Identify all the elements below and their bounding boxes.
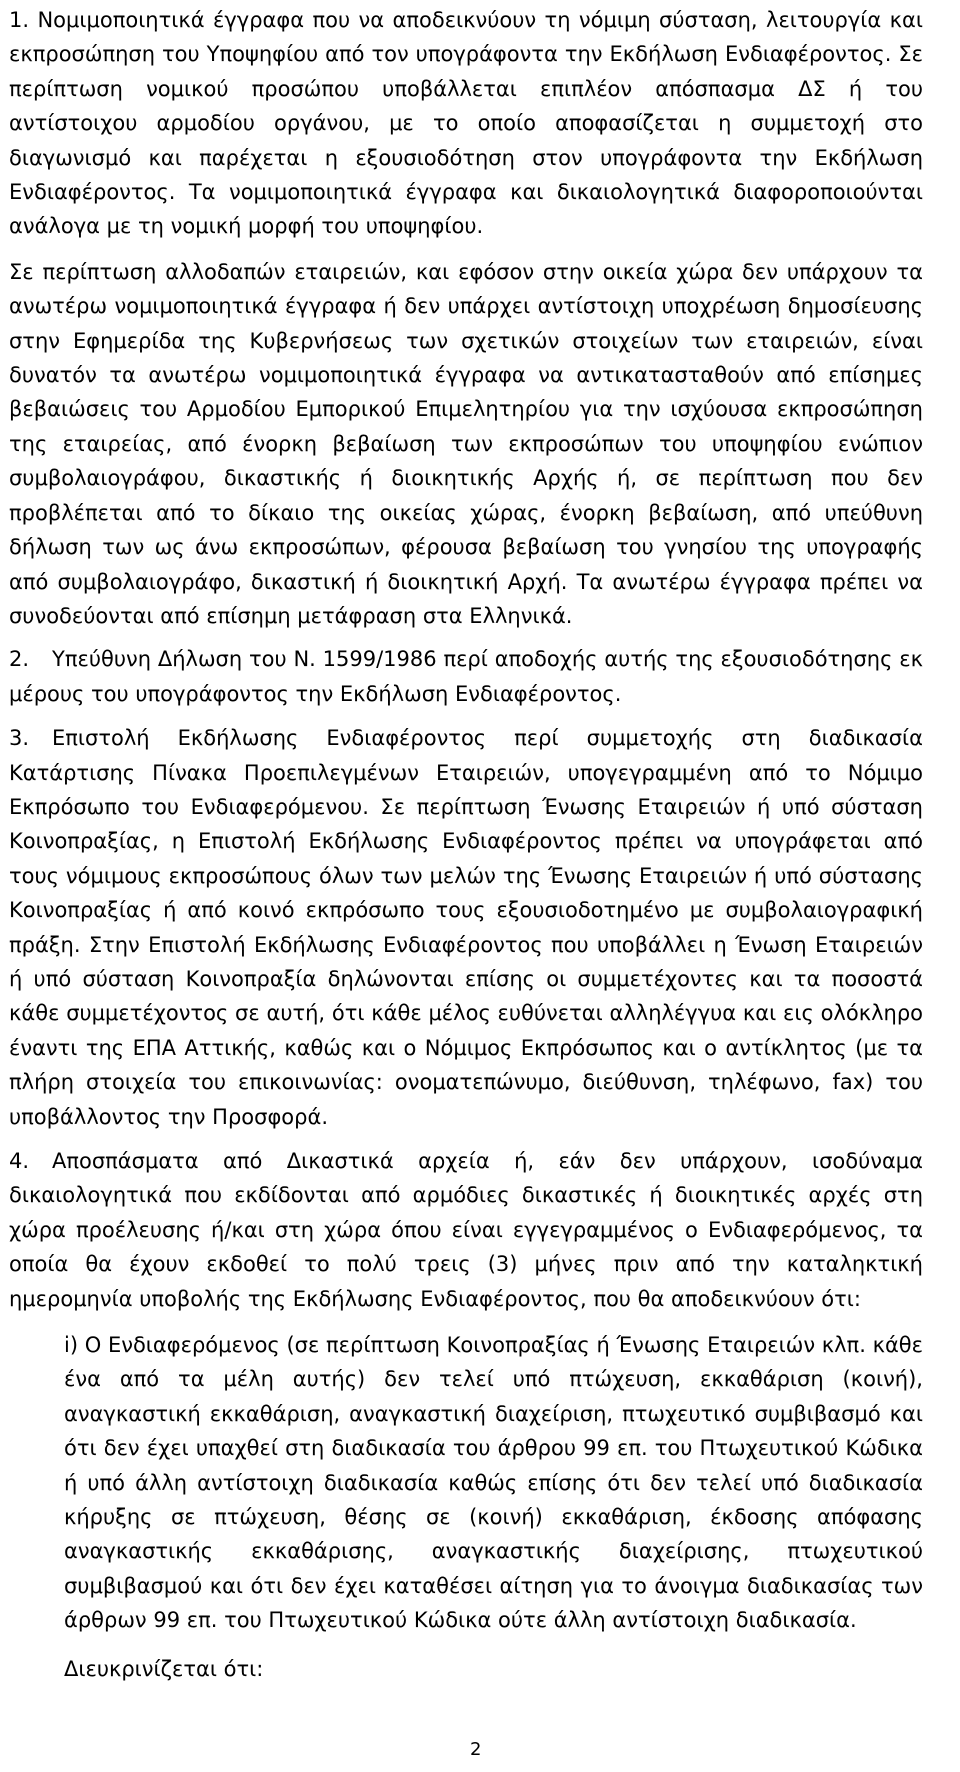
paragraph-4-item-i: i) Ο Ενδιαφερόμενος (σε περίπτωση Κοινοπραξίας ή Ένωσης Εταιρειών κλπ. κάθε ένα από τα μέλη αυτής) δεν τελεί υπό πτώχευση, εκκαθάριση (κοινή), αναγκαστική εκκαθάριση, αναγκαστική διαχείριση, πτωχευτικό συμβιβασμό και ότι δεν έχει υπαχθεί στη διαδικασία του άρθρου 99 επ. του Πτωχευτικού Κώδικα ή υπό άλλη αντίστοιχη διαδικασία καθώς επίσης ότι δεν τελεί υπό διαδικασία κήρυξης σε πτώχευση, θέσης σε (κοινή) εκκαθάριση, έκδοσης απόφασης αναγκαστικής εκκαθάρισης, αναγκαστικής διαχείρισης, πτωχευτικού συμβιβασμού και ότι δεν έχει καταθέσει αίτηση για το άνοιγμα διαδικασίας των άρθρων 99 επ. του Πτωχευτικού Κώδικα ούτε άλλη αντίστοιχη διαδικασία. — [64, 1333, 923, 1633]
paragraph-3-text: Επιστολή Εκδήλωσης Ενδιαφέροντος περί συμμετοχής στη διαδικασία Κατάρτισης Πίνακα Προεπιλεγμένων Εταιρειών, υπογεγραμμένη από το Νόμιμο Εκπρόσωπο του Ενδιαφερόμενου. Σε περίπτωση Ένωσης Εταιρειών ή υπό σύσταση Κοινοπραξίας, η Επιστολή Εκδήλωσης Ενδιαφέροντος πρέπει να υπογράφεται από τους νόμιμους εκπροσώπους όλων των μελών της Ένωσης Εταιρειών ή υπό σύστασης Κοινοπραξίας ή από κοινό εκπρόσωπο τους εξουσιοδοτημένο με συμβολαιογραφική πράξη. Στην Επιστολή Εκδήλωσης Ενδιαφέροντος που υποβάλλει η Ένωση Εταιρειών ή υπό σύσταση Κοινοπραξία δηλώνονται επίσης οι συμμετέχοντες και τα ποσοστά κάθε συμμετέχοντος σε αυτή, ότι κάθε μέλος ευθύνεται αλληλέγγυα και εις ολόκληρο έναντι της ΕΠΑ Αττικής, καθώς και ο Νόμιμος Εκπρόσωπος και ο αντίκλητος (με τα πλήρη στοιχεία του επικοινωνίας: ονοματεπώνυμο, διεύθυνση, τηλέφωνο, fax) του υποβάλλοντος την Προσφορά. — [9, 726, 923, 1129]
paragraph-2 — [9, 642, 923, 711]
paragraph-foreign-companies: Σε περίπτωση αλλοδαπών εταιρειών, και εφόσον στην οικεία χώρα δεν υπάρχουν τα ανωτέρω νομιμοποιητικά έγγραφα ή δεν υπάρχει αντίστοιχη υποχρέωση δημοσίευσης στην Εφημερίδα της Κυβερνήσεως των σχετικών στοιχείων των εταιρειών, είναι δυνατόν τα ανωτέρω νομιμοποιητικά έγγραφα να αντικατασταθούν από επίσημες βεβαιώσεις του Αρμοδίου Εμπορικού Επιμελητηρίου για την ισχύουσα εκπροσώπηση της εταιρείας, από ένορκη βεβαίωση των εκπροσώπων του υποψηφίου ενώπιον συμβολαιογράφου, δικαστικής ή διοικητικής Αρχής ή, σε περίπτωση που δεν προβλέπεται από το δίκαιο της οικείας χώρας, ένορκη βεβαίωση, από υπεύθυνη δήλωση των ως άνω εκπροσώπων, φέρουσα βεβαίωση του γνησίου της υπογραφής από συμβολαιογράφο, δικαστική ή διοικητική Αρχή. Τα ανωτέρω έγγραφα πρέπει να συνοδεύονται από επίσημη μετάφραση στα Ελληνικά. — [9, 259, 923, 628]
clarification-heading: Διευκρινίζεται ότι: — [64, 1656, 264, 1681]
paragraph-3-number: 3. — [9, 726, 30, 751]
paragraph-2-number: 2. — [9, 647, 30, 672]
paragraph-4-text: Αποσπάσματα από Δικαστικά αρχεία ή, εάν δεν υπάρχουν, ισοδύναμα δικαιολογητικά που εκδίδονται από αρμόδιες δικαστικές ή διοικητικές αρχές στη χώρα προέλευσης ή/και στη χώρα όπου είναι εγγεγραμμένος ο Ενδιαφερόμενος, τα οποία θα έχουν εκδοθεί το πολύ τρεις (3) μήνες πριν από την καταληκτική ημερομηνία υποβολής της Εκδήλωσης Ενδιαφέροντος, που θα αποδεικνύουν ότι: — [9, 1149, 923, 1311]
paragraph-1-number: 1. — [9, 8, 30, 32]
document-page — [9, 0, 923, 1686]
paragraph-3 — [9, 721, 923, 1134]
paragraph-4-number: 4. — [9, 1149, 30, 1173]
paragraph-1 — [9, 3, 923, 244]
paragraph-2-text: Υπεύθυνη Δήλωση του Ν. 1599/1986 περί αποδοχής αυτής της εξουσιοδότησης εκ μέρους του υπογράφοντος την Εκδήλωση Ενδιαφέροντος. — [9, 647, 923, 706]
paragraph-4 — [9, 1144, 923, 1316]
paragraph-1-text: Νομιμοποιητικά έγγραφα που να αποδεικνύουν τη νόμιμη σύσταση, λειτουργία και εκπροσώπηση του Υποψηφίου από τον υπογράφοντα την Εκδήλωση Ενδιαφέροντος. Σε περίπτωση νομικού προσώπου υποβάλλεται επιπλέον απόσπασμα ΔΣ ή του αντίστοιχου αρμοδίου οργάνου, με το οποίο αποφασίζεται η συμμετοχή στο διαγωνισμό και παρέχεται η εξουσιοδότηση στον υπογράφοντα την Εκδήλωση Ενδιαφέροντος. Τα νομιμοποιητικά έγγραφα και δικαιολογητικά διαφοροποιούνται ανάλογα με τη νομική μορφή του υποψηφίου. — [9, 8, 923, 239]
page-number: 2 — [470, 1739, 482, 1760]
